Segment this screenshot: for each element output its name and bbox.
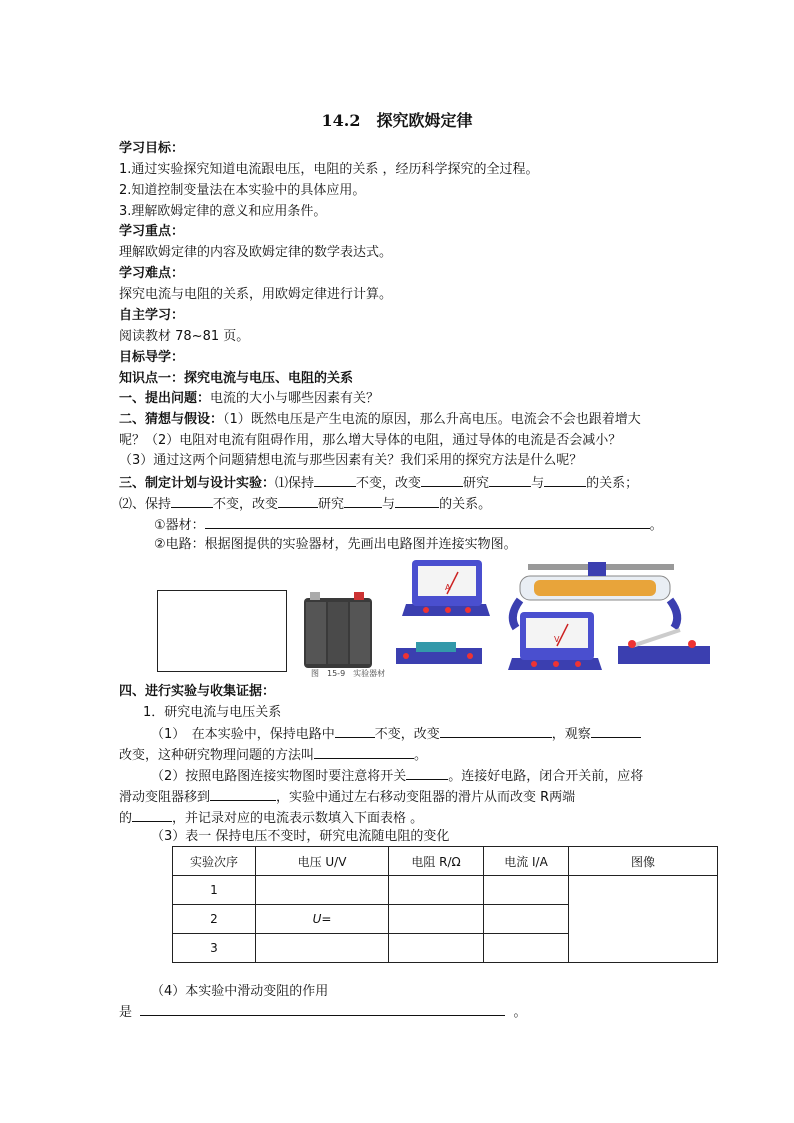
experiment-sub-heading: 1．研究电流与电压关系 [143, 705, 282, 720]
exp-question-2-line-2: 滑动变阻器移到 ，实验中通过左右移动变阻器的滑片从而改变 R两端 [119, 787, 575, 807]
table-header: 实验次序 [173, 847, 256, 876]
fill-blank[interactable] [171, 494, 213, 508]
key-point-heading: 学习重点： [119, 224, 185, 239]
exp-question-1-line-1: （1） 在本实验中，保持电路中 不变，改变 ，观察 [151, 724, 641, 744]
table-header: 电阻 R/Ω [389, 847, 484, 876]
question-one [119, 390, 379, 408]
table-cell: 1 [173, 876, 256, 905]
table-header-row [173, 847, 718, 876]
fill-blank[interactable] [544, 473, 586, 487]
hypothesis-label: 二、猜想与假设： [119, 412, 224, 427]
fill-blank[interactable] [489, 473, 531, 487]
equipment-line: ①器材： 。 [154, 515, 663, 535]
voltmeter-icon [508, 612, 602, 670]
hypothesis-text: （1）既然电压是产生电流的原因，那么升高电压。电流会不会也跟着增大 [223, 412, 641, 427]
exp-question-2-line-3: 的 ，并记录对应的电流表示数填入下面表格 。 [119, 808, 423, 828]
plan-line-1: 三、制定计划与设计实验：⑴保持 不变，改变 研究 与 的关系； [119, 473, 638, 493]
table-cell[interactable]: U= [256, 905, 389, 934]
table-cell[interactable] [389, 905, 484, 934]
self-study-heading: 自主学习： [119, 308, 185, 323]
difficulty-heading: 学习难点： [119, 266, 185, 281]
svg-text:V: V [554, 635, 560, 644]
answer-blank[interactable] [140, 1002, 505, 1016]
table-cell[interactable] [256, 934, 389, 963]
fill-blank[interactable] [335, 724, 375, 738]
circuit-drawing-box[interactable] [157, 590, 287, 672]
fill-blank[interactable] [406, 766, 448, 780]
table-header: 电压 U/V [256, 847, 389, 876]
exp-question-4-answer: 是 。 [119, 1002, 527, 1022]
table-cell: 3 [173, 934, 256, 963]
fill-blank[interactable] [344, 494, 382, 508]
exp-question-2-line-1: （2）按照电路图连接实物图时要注意将开关 。连接好电路，闭合开关前，应将 [151, 766, 643, 786]
fill-blank[interactable] [421, 473, 463, 487]
page-title: 14.2 探究欧姆定律 [321, 111, 473, 130]
table-cell[interactable] [484, 905, 569, 934]
graph-cell[interactable] [569, 876, 718, 963]
data-table [172, 846, 718, 963]
resistor-board-icon [396, 642, 482, 664]
table-cell[interactable] [256, 876, 389, 905]
question-one-label: 一、提出问题： [119, 391, 211, 406]
hypothesis-line-2: 呢？（2）电阻对电流有阻碍作用，那么增大导体的电阻，通过导体的电流是否会减小？ [119, 433, 622, 448]
plan-line-2: ⑵、保持 不变，改变 研究 与 的关系。 [119, 494, 491, 514]
switch-icon [618, 630, 710, 664]
table-header: 图像 [569, 847, 718, 876]
exp-question-4: （4）本实验中滑动变阻的作用 [151, 984, 329, 999]
fill-blank[interactable] [314, 745, 414, 759]
table-caption: （3）表一 保持电压不变时，研究电流随电阻的变化 [151, 829, 450, 844]
table-cell[interactable] [389, 876, 484, 905]
fill-blank[interactable] [132, 808, 172, 822]
goal-item: 3.理解欧姆定律的意义和应用条件。 [119, 204, 327, 219]
table-header: 电流 I/A [484, 847, 569, 876]
table-cell: 2 [173, 905, 256, 934]
battery-icon [304, 592, 372, 668]
equipment-blank[interactable] [205, 515, 650, 529]
table-cell[interactable] [484, 876, 569, 905]
fill-blank[interactable] [278, 494, 318, 508]
question-one-text: 电流的大小与哪些因素有关？ [210, 391, 380, 406]
plan-label: 三、制定计划与设计实验： [119, 476, 276, 491]
key-point-text: 理解欧姆定律的内容及欧姆定律的数学表达式。 [119, 245, 393, 260]
svg-text:A: A [445, 583, 451, 592]
fill-blank[interactable] [591, 724, 641, 738]
fill-blank[interactable] [440, 724, 552, 738]
hypothesis-line-1 [119, 411, 641, 429]
goal-item: 2.知道控制变量法在本实验中的具体应用。 [119, 183, 366, 198]
guide-heading: 目标导学： [119, 350, 185, 365]
table-row [173, 876, 718, 905]
fill-blank[interactable] [314, 473, 356, 487]
exp-question-1-line-2: 改变，这种研究物理问题的方法叫 。 [119, 745, 427, 765]
self-study-text: 阅读教材 78~81 页。 [119, 329, 250, 344]
experiment-heading: 四、进行实验与收集证据： [119, 684, 276, 699]
knowledge-point-heading: 知识点一：探究电流与电压、电阻的关系 [119, 371, 354, 386]
ammeter-icon [402, 560, 490, 616]
table-cell[interactable] [389, 934, 484, 963]
fill-blank[interactable] [210, 787, 276, 801]
figure-caption: 图 15-9 实验器材 [311, 669, 386, 678]
hypothesis-line-3: （3）通过这两个问题猜想电流与那些因素有关？我们采用的探究方法是什么呢？ [119, 453, 583, 468]
goal-item: 1.通过实验探究知道电流跟电压，电阻的关系 ，经历科学探究的全过程。 [119, 162, 539, 177]
goals-heading: 学习目标： [119, 141, 185, 156]
table-cell[interactable] [484, 934, 569, 963]
fill-blank[interactable] [395, 494, 439, 508]
difficulty-text: 探究电流与电阻的关系，用欧姆定律进行计算。 [119, 287, 393, 302]
equipment-figure [298, 556, 718, 680]
circuit-instruction: ②电路：根据图提供的实验器材，先画出电路图并连接实物图。 [154, 537, 517, 552]
